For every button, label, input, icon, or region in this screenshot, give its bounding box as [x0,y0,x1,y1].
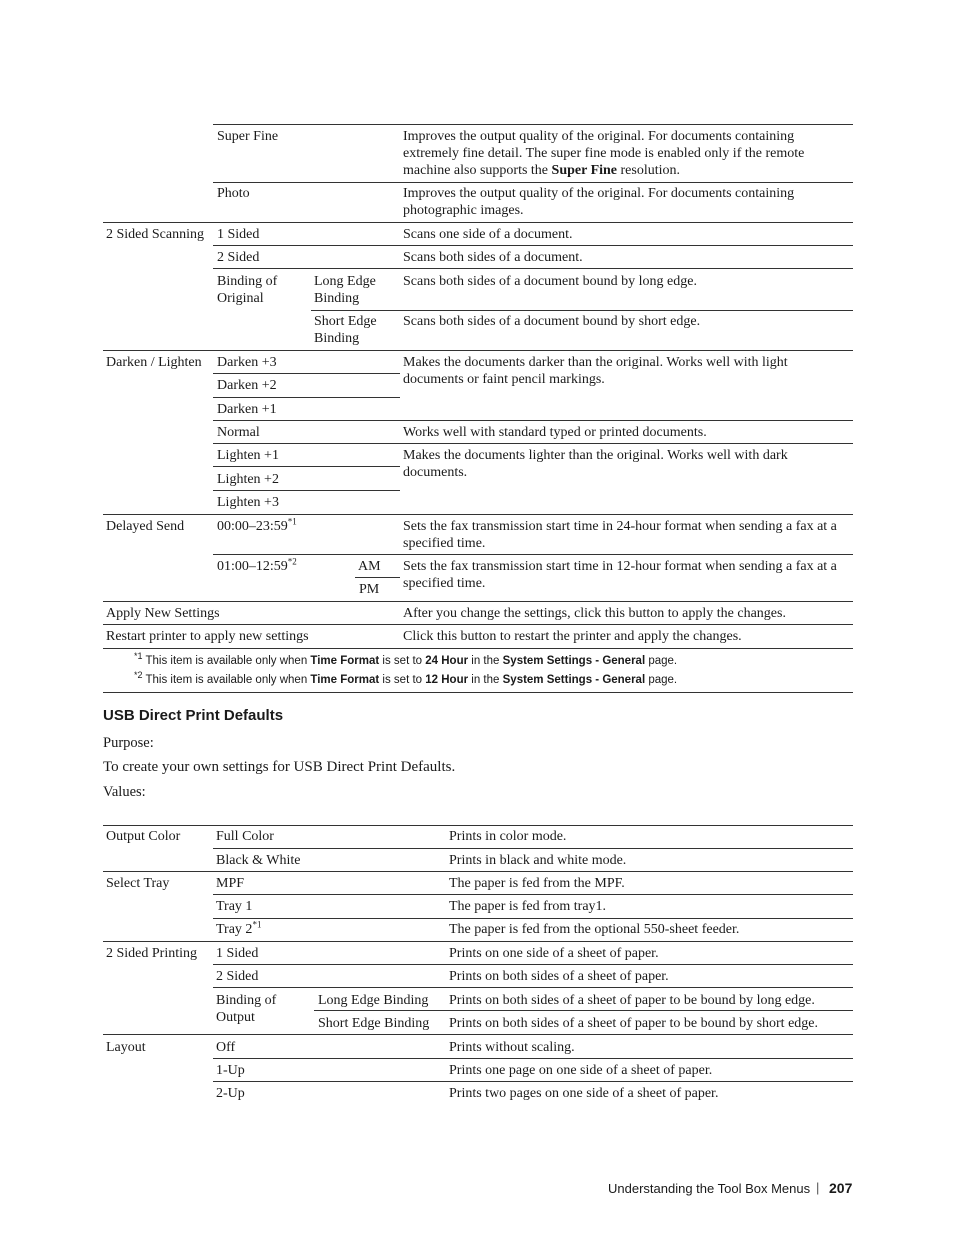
setting-description: Makes the documents lighter than the original. Works well with dark documents. [403,448,788,480]
table-rule [213,124,853,125]
table-rule [103,941,853,942]
table-rule [355,577,400,578]
setting-option: 2 Sided [217,250,260,265]
table-rule [213,245,853,246]
setting-group: Delayed Send [106,519,185,534]
section-heading: USB Direct Print Defaults [103,707,284,724]
setting-description: Prints two pages on one side of a sheet of paper. [449,1086,719,1101]
table-rule [103,514,853,515]
setting-option: Tray 1 [216,899,253,914]
setting-description: Scans one side of a document. [403,227,573,242]
setting-description: Sets the fax transmission start time in 24-hour format when sending a fax at a specified time. [403,519,837,551]
table-rule [213,848,853,849]
footnote: $^{*1}$ This item is available only when Time Format is set to 24 Hour in the System Settings - General page. [134,651,678,667]
setting-option: Full Color [216,829,274,844]
setting-description: Prints on both sides of a sheet of paper to be bound by short edge. [449,1016,818,1031]
table-rule [213,1081,853,1082]
setting-option: MPF [216,876,245,891]
setting-option: 2 Sided [216,969,259,984]
setting-description: Prints on both sides of a sheet of paper to be bound by long edge. [449,993,815,1008]
setting-suboption: Short Edge Binding [318,1016,430,1031]
setting-option: Super Fine [217,129,279,144]
table-rule [213,987,853,988]
table-rule [103,222,853,223]
table-rule [213,918,853,919]
setting-option: Lighten +1 [217,448,279,463]
table-rule [311,310,853,311]
setting-group: 2 Sided Printing [106,946,198,961]
setting-option: Binding of Original [217,274,278,306]
setting-group: Layout [106,1040,146,1055]
setting-description: Prints in color mode. [449,829,567,844]
table-rule [103,601,853,602]
setting-description: Improves the output quality of the original. For documents containing extremely fine detail. The super fine mode is enabled only if the remote machine also supports the Super Fine resolution. [403,129,805,178]
setting-description: Prints on both sides of a sheet of paper. [449,969,669,984]
setting-option: Lighten +2 [217,472,279,487]
setting-suboption: Short Edge Binding [314,314,377,346]
setting-description: Scans both sides of a document bound by short edge. [403,314,701,329]
setting-option: Black & White [216,853,301,868]
setting-description: Prints without scaling. [449,1040,575,1055]
setting-group: 2 Sided Scanning [106,227,204,242]
setting-group: Select Tray [106,876,170,891]
setting-option: 00:00–23:59$^{*1}$ [217,516,297,534]
table-rule [103,871,853,872]
setting-description: Prints in black and white mode. [449,853,627,868]
table-rule [213,268,853,269]
setting-option: Normal [217,425,260,440]
setting-group: Darken / Lighten [106,355,202,370]
setting-option: Off [216,1040,236,1055]
setting-description: Click this button to restart the printer and apply the changes. [403,629,742,644]
table-rule [103,648,853,649]
setting-group: Output Color [106,829,181,844]
table-rule [103,825,853,826]
setting-suboption: AM [358,559,381,574]
setting-description: Makes the documents darker than the original. Works well with light documents or faint pencil markings. [403,355,788,387]
setting-option: Photo [217,186,250,201]
table-rule [103,624,853,625]
setting-suboption: Long Edge Binding [314,274,376,306]
table-rule [213,1058,853,1059]
setting-suboption: PM [359,582,380,597]
setting-option: 2-Up [216,1086,245,1101]
table-rule [103,350,853,351]
table-rule [213,466,400,467]
purpose-text: To create your own settings for USB Direct Print Defaults. [103,759,456,775]
table-rule [213,420,853,421]
table-rule [103,692,853,693]
table-rule [213,490,400,491]
table-rule [213,397,400,398]
table-rule [213,373,400,374]
setting-description: Prints one page on one side of a sheet of paper. [449,1063,713,1078]
setting-suboption: Long Edge Binding [318,993,429,1008]
setting-option: Binding of Output [216,993,277,1025]
purpose-label: Purpose: [103,735,154,751]
setting-option: Tray 2$^{*1}$ [216,919,262,937]
values-label: Values: [103,784,146,800]
setting-option: 1 Sided [217,227,260,242]
setting-description: Scans both sides of a document bound by long edge. [403,274,697,289]
footer-title: Understanding the Tool Box Menus [608,1181,811,1196]
setting-option: Darken +3 [217,355,277,370]
table-rule [314,1010,853,1011]
setting-option: 1 Sided [216,946,259,961]
table-rule [213,554,853,555]
setting-description: The paper is fed from tray1. [449,899,607,914]
setting-description: Sets the fax transmission start time in 12-hour format when sending a fax at a specified time. [403,559,837,591]
setting-option: 01:00–12:59$^{*2}$ [217,556,297,574]
footer-separator: | [816,1180,820,1195]
table-rule [213,443,853,444]
setting-option: Lighten +3 [217,495,279,510]
setting-option: Darken +2 [217,378,277,393]
setting-description: Scans both sides of a document. [403,250,583,265]
setting-description: The paper is fed from the MPF. [449,876,625,891]
footnote: $^{*2}$ This item is available only when Time Format is set to 12 Hour in the System Settings - General page. [134,670,678,686]
setting-option: Darken +1 [217,402,277,417]
table-rule [213,182,853,183]
setting-description: After you change the settings, click this button to apply the changes. [403,606,786,621]
table-rule [213,964,853,965]
table-rule [103,1034,853,1035]
table-rule [213,894,853,895]
setting-description: Improves the output quality of the original. For documents containing photographic images. [403,186,795,218]
page-number: 207 [829,1180,853,1196]
setting-group: Restart printer to apply new settings [106,629,309,644]
setting-description: The paper is fed from the optional 550-sheet feeder. [449,922,740,937]
setting-option: 1-Up [216,1063,245,1078]
setting-group: Apply New Settings [106,606,220,621]
setting-description: Works well with standard typed or printed documents. [403,425,707,440]
setting-description: Prints on one side of a sheet of paper. [449,946,659,961]
